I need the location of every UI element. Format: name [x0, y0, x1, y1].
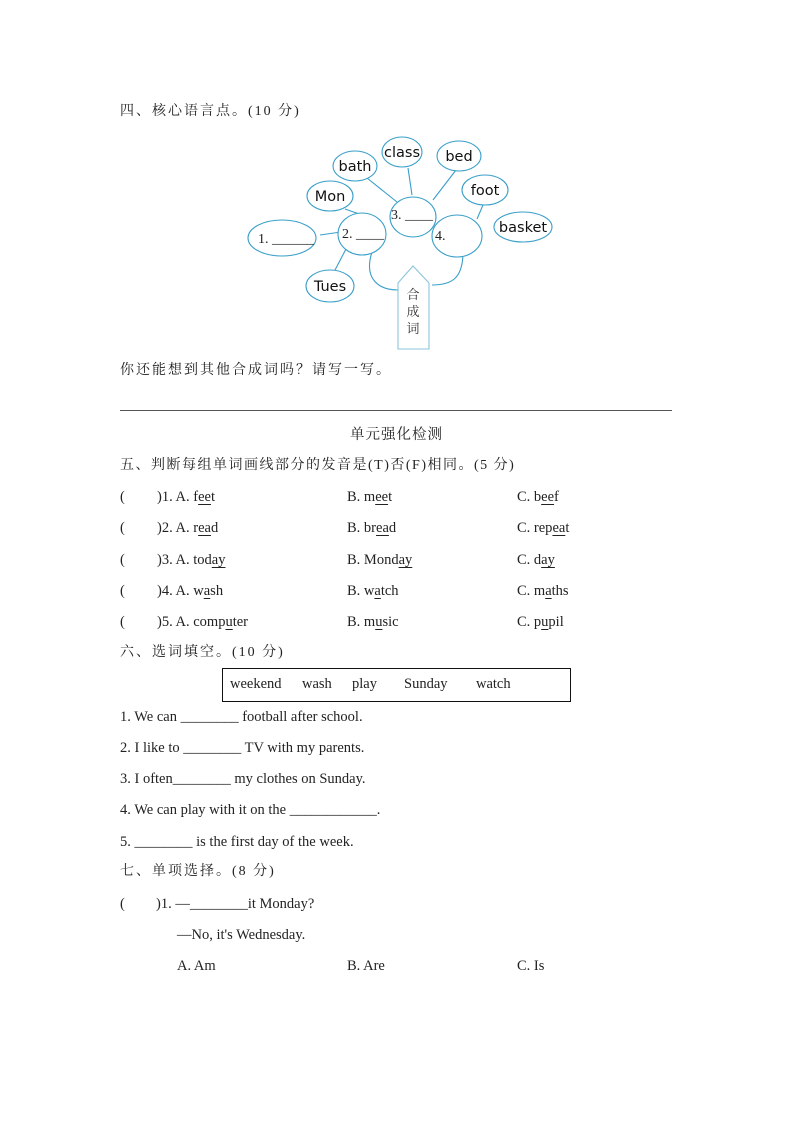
option-b: [347, 613, 399, 631]
q1-answer-paren[interactable]: (: [120, 896, 125, 912]
word-part: t: [388, 489, 393, 505]
option-c: [517, 582, 569, 600]
q1-option-a[interactable]: A. Am: [177, 958, 216, 974]
word-bank-item: watch: [476, 676, 511, 692]
option-a-prefix: )3. A.: [157, 552, 194, 568]
option-c-prefix: C.: [517, 489, 534, 505]
underlined-letters: ee: [198, 489, 211, 505]
q1-option-b[interactable]: B. Are: [347, 958, 385, 974]
answer-paren[interactable]: (: [120, 552, 125, 568]
option-a-prefix: )4. A.: [157, 583, 194, 599]
option-a: [157, 582, 223, 600]
underlined-letters: ea: [198, 520, 211, 536]
word-part: d: [388, 520, 397, 536]
underlined-letters: a: [374, 583, 381, 599]
option-c: [517, 519, 569, 537]
underlined-letters: ea: [376, 520, 389, 536]
branch-left: [370, 252, 398, 290]
answer-paren[interactable]: (: [120, 520, 125, 536]
option-b: [347, 519, 396, 537]
q1-reply: —No, it's Wednesday.: [177, 927, 306, 943]
word-bank-item: play: [352, 676, 377, 692]
word-part: tch: [380, 583, 399, 599]
unit-title: 单元强化检测: [350, 427, 443, 443]
node-mon-label: Mon: [314, 189, 346, 205]
word-part: t: [210, 489, 215, 505]
word-part: d: [210, 520, 219, 536]
word-part: ter: [232, 614, 249, 630]
underlined-letters: u: [541, 614, 549, 630]
compound-word-diagram: [245, 130, 565, 352]
option-a: [157, 551, 225, 569]
fill-sentence-3: 3. I often________ my clothes on Sunday.: [120, 771, 366, 787]
answer-paren[interactable]: (: [120, 489, 125, 505]
fill-sentence-5: 5. ________ is the first day of the week.: [120, 834, 354, 850]
node-tues-label: Tues: [313, 279, 347, 295]
option-c: [517, 551, 555, 569]
option-c: [517, 488, 559, 506]
underlined-letters: ay: [398, 552, 413, 568]
arrow-char-2: 成: [406, 305, 420, 320]
word-bank-item: weekend: [230, 676, 282, 692]
node-basket-label: basket: [498, 220, 548, 236]
connector-foot: [477, 205, 483, 219]
underlined-letters: u: [225, 614, 233, 630]
section7-title: 七、单项选择。(8 分): [120, 864, 276, 879]
option-b-prefix: B.: [347, 552, 364, 568]
word-part: br: [363, 520, 377, 536]
option-a: [157, 519, 218, 537]
option-a-prefix: )2. A.: [157, 520, 194, 536]
q1-option-c[interactable]: C. Is: [517, 958, 545, 974]
underlined-letters: ea: [552, 520, 566, 536]
option-b-prefix: B.: [347, 520, 364, 536]
section6-title: 六、选词填空。(10 分): [120, 645, 285, 660]
option-b-prefix: B.: [347, 614, 364, 630]
connector-class: [408, 168, 412, 195]
option-c-prefix: C.: [517, 583, 534, 599]
option-c: [517, 613, 564, 631]
word-part: comp: [193, 614, 226, 630]
option-a: [157, 488, 215, 506]
word-part: w: [363, 583, 375, 599]
section4-title: 四、核心语言点。(10 分): [120, 104, 301, 119]
word-part: rep: [533, 520, 553, 536]
node-class-label: class: [384, 145, 420, 161]
underlined-letters: a: [545, 583, 552, 599]
node-bath-label: bath: [338, 159, 372, 175]
word-part: f: [554, 489, 559, 505]
word-part: w: [193, 583, 204, 599]
section5-title: 五、判断每组单词画线部分的发音是(T)否(F)相同。(5 分): [120, 458, 516, 473]
word-part: f: [193, 489, 199, 505]
node-blank2-label: 2. ____: [342, 227, 384, 242]
word-part: Mond: [363, 552, 399, 568]
connector-bath: [367, 178, 397, 202]
word-part: r: [193, 520, 199, 536]
word-part: t: [565, 520, 570, 536]
q1-stem: )1. —________it Monday?: [156, 896, 315, 912]
node-foot-label: foot: [470, 183, 500, 199]
word-part: b: [533, 489, 542, 505]
option-b: [347, 582, 399, 600]
option-b-prefix: B.: [347, 583, 364, 599]
option-a-prefix: )1. A.: [157, 489, 194, 505]
option-b: [347, 488, 392, 506]
node-blank3-label: 3. ____: [391, 208, 433, 223]
arrow-char-3: 词: [406, 322, 420, 337]
fill-sentence-2: 2. I like to ________ TV with my parents.: [120, 740, 365, 756]
option-b-prefix: B.: [347, 489, 364, 505]
answer-paren[interactable]: (: [120, 583, 125, 599]
word-part: m: [363, 614, 376, 630]
answer-paren[interactable]: (: [120, 614, 125, 630]
node-blank4-label: 4.: [435, 229, 446, 244]
word-part: ths: [551, 583, 569, 599]
option-a: [157, 613, 248, 631]
word-part: m: [533, 583, 546, 599]
word-part: pil: [548, 614, 564, 630]
word-part: tod: [193, 552, 212, 568]
word-part: p: [533, 614, 542, 630]
connector-tues: [335, 249, 346, 270]
underlined-letters: u: [375, 614, 383, 630]
underlined-letters: ay: [211, 552, 226, 568]
option-c-prefix: C.: [517, 520, 534, 536]
arrow-char-1: 合: [406, 288, 420, 303]
underlined-letters: ee: [541, 489, 555, 505]
node-bed-label: bed: [445, 149, 473, 165]
answer-line[interactable]: [120, 410, 672, 411]
underlined-letters: ay: [541, 552, 555, 568]
fill-sentence-4: 4. We can play with it on the ____________.: [120, 802, 381, 818]
word-part: d: [533, 552, 542, 568]
option-b: [347, 551, 412, 569]
word-bank-item: wash: [302, 676, 332, 692]
section4-prompt: 你还能想到其他合成词吗？请写一写。: [120, 363, 392, 378]
fill-sentence-1: 1. We can ________ football after school.: [120, 709, 363, 725]
word-part: m: [363, 489, 376, 505]
word-bank: [222, 668, 571, 702]
underlined-letters: a: [203, 583, 211, 599]
node-blank1-label: 1. ______: [258, 232, 314, 247]
option-c-prefix: C.: [517, 614, 534, 630]
connector-bed: [433, 170, 456, 200]
underlined-letters: ee: [375, 489, 389, 505]
option-a-prefix: )5. A.: [157, 614, 194, 630]
option-c-prefix: C.: [517, 552, 534, 568]
word-bank-item: Sunday: [404, 676, 448, 692]
word-part: sh: [210, 583, 224, 599]
word-part: sic: [382, 614, 399, 630]
